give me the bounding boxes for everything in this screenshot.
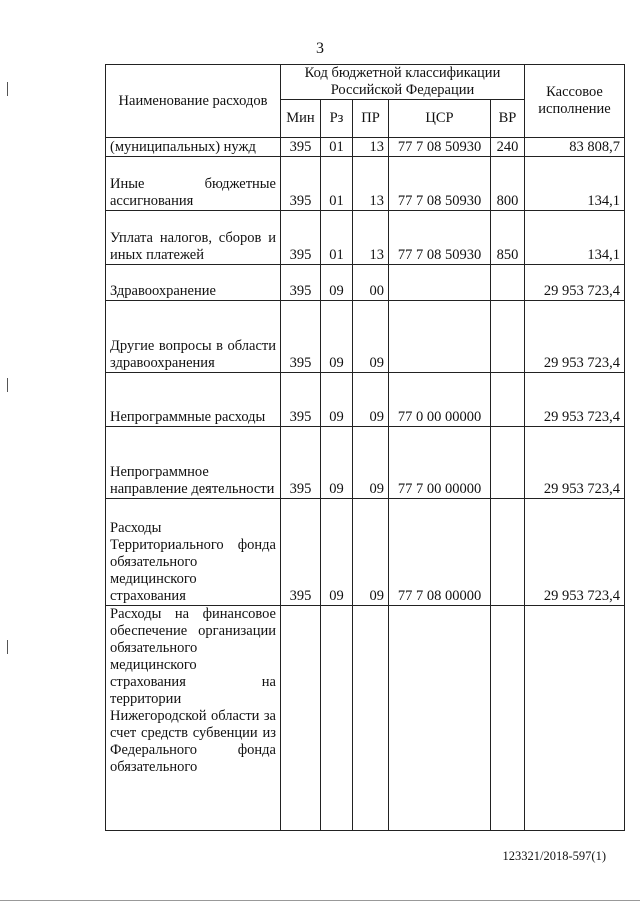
column-header-pr: ПР [353, 100, 389, 138]
scan-edge-mark [7, 82, 8, 96]
column-header-rz: Рз [321, 100, 353, 138]
pr-code: 13 [353, 138, 389, 157]
csr-code: 77 7 08 50930 [389, 157, 491, 211]
column-header-cash: Кассовое исполнение [525, 65, 625, 138]
rz-code: 01 [321, 138, 353, 157]
column-header-csr: ЦСР [389, 100, 491, 138]
table-row [106, 606, 625, 831]
vr-code [491, 499, 525, 606]
expense-name: Уплата налогов, сборов и иных платежей [106, 211, 281, 265]
vr-code [491, 427, 525, 499]
min-code: 395 [281, 373, 321, 427]
csr-code [389, 301, 491, 373]
csr-code: 77 0 00 00000 [389, 373, 491, 427]
csr-code: 77 7 08 00000 [389, 499, 491, 606]
rz-code: 09 [321, 265, 353, 301]
amount: 83 808,7 [525, 138, 625, 157]
rz-code [321, 606, 353, 831]
amount: 29 953 723,4 [525, 499, 625, 606]
vr-code [491, 265, 525, 301]
scan-bottom-edge [0, 900, 640, 901]
amount: 29 953 723,4 [525, 265, 625, 301]
rz-code: 09 [321, 373, 353, 427]
vr-code: 850 [491, 211, 525, 265]
expense-name: Здравоохранение [106, 265, 281, 301]
pr-code: 09 [353, 373, 389, 427]
amount: 134,1 [525, 157, 625, 211]
pr-code [353, 606, 389, 831]
table-row [106, 499, 625, 606]
column-header-vr: ВР [491, 100, 525, 138]
table-row [106, 265, 625, 301]
table-header-row [106, 65, 625, 100]
column-header-name: Наименование расходов [106, 65, 281, 138]
amount: 29 953 723,4 [525, 427, 625, 499]
amount: 29 953 723,4 [525, 373, 625, 427]
rz-code: 09 [321, 427, 353, 499]
pr-code: 13 [353, 157, 389, 211]
rz-code: 09 [321, 301, 353, 373]
vr-code [491, 373, 525, 427]
table-row [106, 301, 625, 373]
scan-edge-mark [7, 640, 8, 654]
amount: 29 953 723,4 [525, 301, 625, 373]
min-code: 395 [281, 427, 321, 499]
csr-code [389, 265, 491, 301]
vr-code: 800 [491, 157, 525, 211]
expense-name: Другие вопросы в области здравоохранения [106, 301, 281, 373]
min-code: 395 [281, 301, 321, 373]
table-row [106, 427, 625, 499]
expense-name: (муниципальных) нужд [106, 138, 281, 157]
min-code: 395 [281, 138, 321, 157]
pr-code: 00 [353, 265, 389, 301]
min-code: 395 [281, 157, 321, 211]
scan-edge-mark [7, 378, 8, 392]
csr-code [389, 606, 491, 831]
table-row [106, 157, 625, 211]
pr-code: 13 [353, 211, 389, 265]
rz-code: 01 [321, 157, 353, 211]
min-code [281, 606, 321, 831]
page-number: 3 [316, 40, 324, 57]
amount: 134,1 [525, 211, 625, 265]
expense-name: Иные бюджетные ассигнования [106, 157, 281, 211]
table-row [106, 138, 625, 157]
min-code: 395 [281, 265, 321, 301]
rz-code: 09 [321, 499, 353, 606]
pr-code: 09 [353, 301, 389, 373]
rz-code: 01 [321, 211, 353, 265]
expense-name: Расходы на финансовое обеспечение организации обязательного медицинского страхования на территории Нижегородской области за счет средств субвенции из Федерального фонда обязательного [106, 606, 281, 831]
vr-code [491, 301, 525, 373]
amount [525, 606, 625, 831]
min-code: 395 [281, 211, 321, 265]
expense-name: Непрограммные расходы [106, 373, 281, 427]
column-header-min: Мин [281, 100, 321, 138]
expense-name: Непрограммное направление деятельности [106, 427, 281, 499]
vr-code: 240 [491, 138, 525, 157]
min-code: 395 [281, 499, 321, 606]
table-row [106, 211, 625, 265]
pr-code: 09 [353, 427, 389, 499]
document-number: 123321/2018-597(1) [502, 849, 606, 863]
budget-table [105, 64, 625, 831]
expense-name: Расходы Территориального фонда обязательного медицинского страхования [106, 499, 281, 606]
column-header-code: Код бюджетной классификации Российской Федерации [281, 65, 525, 100]
csr-code: 77 7 08 50930 [389, 211, 491, 265]
table-row [106, 373, 625, 427]
csr-code: 77 7 08 50930 [389, 138, 491, 157]
pr-code: 09 [353, 499, 389, 606]
vr-code [491, 606, 525, 831]
csr-code: 77 7 00 00000 [389, 427, 491, 499]
